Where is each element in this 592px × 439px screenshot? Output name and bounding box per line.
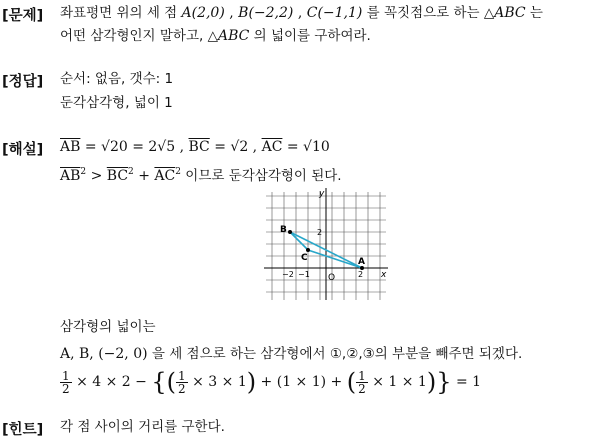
- problem-line-2: [60, 27, 371, 45]
- paren-open: (: [166, 368, 177, 396]
- math-text: = 1: [451, 374, 482, 390]
- problem-label: [문제]: [2, 8, 44, 24]
- origin-label: O: [328, 273, 336, 283]
- point-b-marker: [288, 230, 292, 234]
- segment-bc: $\overline{BC}$: [106, 168, 129, 184]
- math-text: = √20 = 2√5 ,: [80, 139, 189, 155]
- segment-ab: $\overline{AB}$: [60, 139, 81, 155]
- paren-close: ): [246, 368, 257, 396]
- math-text: + (1 × 1) +: [256, 374, 347, 390]
- solution-eq-2: [60, 163, 342, 185]
- solution-label: [해설]: [2, 142, 44, 158]
- problem-text: 좌표평면 위의 세 점: [60, 5, 182, 21]
- problem-text: 어떤 삼각형인지 말하고, △: [60, 28, 218, 44]
- area-description: [60, 345, 522, 363]
- numerator: 1: [358, 368, 366, 383]
- segment-ac: $\overline{AC}$: [261, 139, 283, 155]
- fraction-half: [60, 370, 72, 395]
- exponent: 2: [128, 167, 134, 177]
- solution-text: 이므로 둔각삼각형이 된다.: [180, 168, 342, 184]
- x-axis-label: x: [381, 270, 387, 280]
- numerator: 1: [178, 368, 186, 383]
- denominator: 2: [178, 381, 186, 396]
- solution-eq-1: [60, 138, 330, 156]
- point-a: A(2,0): [181, 5, 225, 21]
- tick-x-2: 2: [358, 270, 364, 279]
- math-text: = √10: [282, 139, 330, 155]
- math-text: × 3 × 1: [187, 374, 247, 390]
- exponent: 2: [175, 167, 181, 177]
- point-c-marker: [306, 248, 310, 252]
- fraction-half: [356, 370, 368, 395]
- hint-text: 각 점 사이의 거리를 구한다.: [60, 419, 225, 435]
- denominator: 2: [358, 381, 366, 396]
- area-calculation: [60, 364, 481, 400]
- triangle-name: ABC: [217, 28, 250, 44]
- coordinate-graph: [262, 186, 390, 302]
- y-axis-label: y: [319, 189, 325, 199]
- brace-close: }: [436, 368, 452, 396]
- segment-ac: $\overline{AC}$: [154, 168, 176, 184]
- point-b: B(−2,2): [238, 5, 294, 21]
- area-title: 삼각형의 넓이는: [60, 319, 156, 335]
- tick-x-m2: −2: [282, 270, 294, 279]
- hint-label: [힌트]: [2, 422, 44, 438]
- denominator: 2: [62, 381, 70, 396]
- tick-x-m1: −1: [298, 270, 310, 279]
- point-c: C(−1,1): [306, 5, 363, 21]
- paren-close: ): [426, 368, 437, 396]
- answer-label: [정답]: [2, 74, 44, 90]
- fraction-half: [176, 370, 188, 395]
- problem-line-1: 좌표평면 위의 세 점 A(2,0) , B(−2,2) , C(−1,1) 를 꼭짓점으로 하는 △ABC 는: [60, 5, 543, 21]
- numerator: 1: [62, 368, 70, 383]
- math-text: × 4 × 2 −: [71, 374, 152, 390]
- problem-text: 는: [525, 5, 543, 21]
- answer-line-2: 둔각삼각형, 넓이 1: [60, 95, 173, 111]
- solution-text: 을 세 점으로 하는 삼각형에서 ①,②,③의 부분을 빼주면 되겠다.: [147, 346, 523, 362]
- exponent: 2: [80, 167, 87, 177]
- problem-text: 를 꼭짓점으로 하는 △: [362, 5, 495, 21]
- segment-ab: $\overline{AB}$: [60, 168, 81, 184]
- triangle-name: ABC: [494, 5, 526, 21]
- paren-open: (: [346, 368, 357, 396]
- math-text: × 1 × 1: [367, 374, 427, 390]
- math-text: A, B, (−2, 0): [60, 346, 148, 362]
- math-text: = √2 ,: [209, 139, 262, 155]
- segment-bc: $\overline{BC}$: [188, 139, 210, 155]
- math-text: +: [133, 168, 155, 184]
- brace-open: {: [151, 368, 167, 396]
- math-text: >: [86, 168, 107, 184]
- problem-text: 의 넓이를 구하여라.: [249, 28, 371, 44]
- label-point-c: C: [301, 253, 308, 263]
- label-point-a: A: [358, 257, 365, 267]
- answer-line-1: 순서: 없음, 갯수: 1: [60, 71, 174, 87]
- label-point-b: B: [280, 225, 287, 235]
- tick-y-2: 2: [317, 228, 323, 237]
